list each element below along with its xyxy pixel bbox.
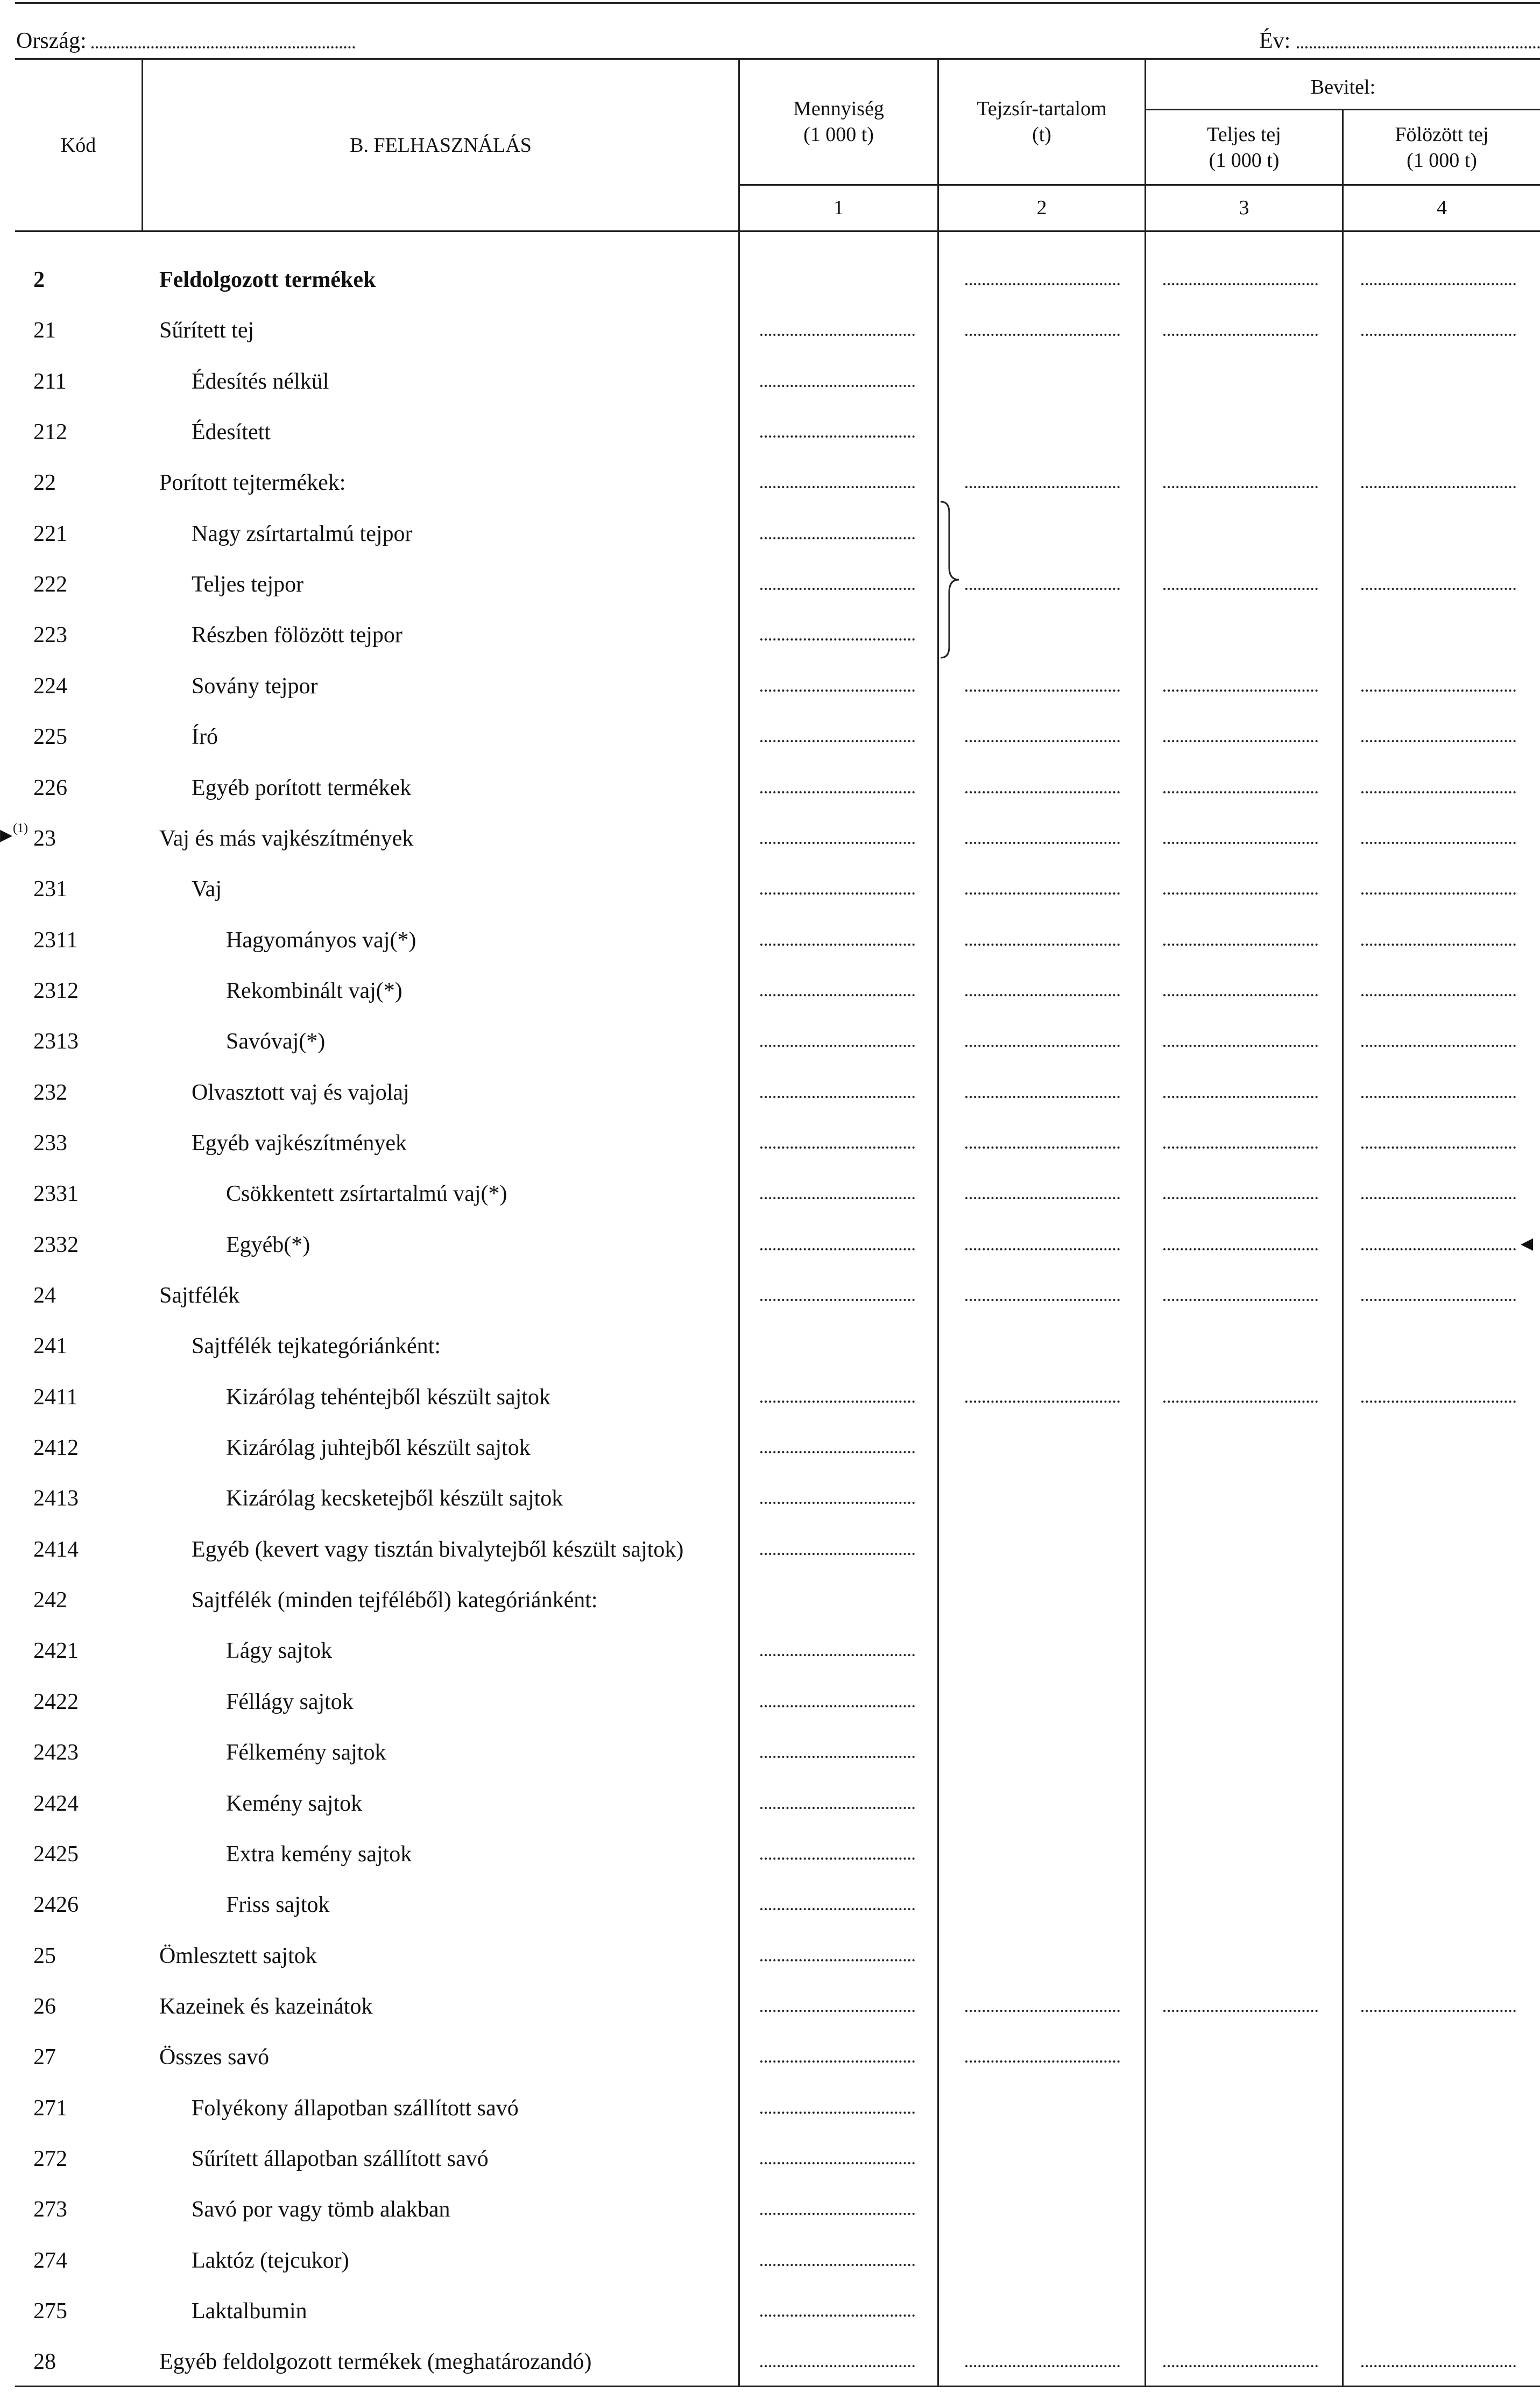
entry-field-col-1[interactable]: [760, 2112, 915, 2114]
entry-field-col-1[interactable]: [760, 1299, 915, 1301]
row-label: Összes savó: [159, 2045, 270, 2070]
entry-field-col-4[interactable]: [1361, 2010, 1516, 2012]
row-code: 2423: [33, 1740, 79, 1765]
row-label: Teljes tejpor: [192, 572, 304, 597]
entry-field-col-1[interactable]: [760, 1705, 915, 1707]
table-row: [0, 860, 1540, 911]
col-number-3: 3: [1239, 196, 1249, 219]
entry-field-col-1[interactable]: [760, 1959, 915, 1961]
year-input[interactable]: [1297, 46, 1540, 48]
entry-field-col-2[interactable]: [965, 1197, 1120, 1199]
row-code: 2331: [33, 1181, 79, 1207]
row-code: 2: [33, 268, 45, 292]
entry-field-col-2[interactable]: [965, 1096, 1120, 1098]
row-label: Laktalbumin: [192, 2299, 307, 2324]
entry-field-col-1[interactable]: [760, 1248, 915, 1250]
row-label: Kizárólag juhtejből készült sajtok: [226, 1436, 531, 1461]
table-row: [0, 810, 1540, 860]
col-header-quantity: Mennyiség (1 000 t): [793, 97, 884, 146]
entry-field-col-4[interactable]: [1361, 1197, 1516, 1199]
row-label: Egyéb (kevert vagy tisztán bivalytejből készült sajtok): [192, 1537, 684, 1562]
row-label: Nagy zsírtartalmú tejpor: [192, 521, 413, 546]
row-label: Sajtfélék (minden tejféléből) kategóriánként:: [192, 1588, 598, 1613]
entry-field-col-3[interactable]: [1163, 588, 1318, 590]
row-label: Egyéb porított termékek: [192, 775, 412, 800]
entry-field-col-3[interactable]: [1163, 1146, 1318, 1149]
table-row: [0, 1368, 1540, 1419]
entry-field-col-1[interactable]: [760, 588, 915, 590]
entry-field-col-1[interactable]: [760, 334, 915, 336]
entry-field-col-1[interactable]: [760, 2010, 915, 2012]
year-label: Év:: [1259, 29, 1291, 53]
entry-field-col-4[interactable]: [1361, 283, 1516, 285]
country-input[interactable]: [91, 46, 355, 48]
entry-field-col-2[interactable]: [965, 334, 1120, 336]
entry-field-col-4[interactable]: [1361, 944, 1516, 946]
entry-field-col-1[interactable]: [760, 1756, 915, 1758]
table-row: [0, 2130, 1540, 2180]
table-bottom-rule: [15, 2386, 1540, 2387]
entry-field-col-1[interactable]: [760, 2162, 915, 2164]
entry-field-col-1[interactable]: [760, 2213, 915, 2215]
entry-field-col-2[interactable]: [965, 944, 1120, 946]
row-code: 2425: [33, 1841, 79, 1867]
row-label: Sovány tejpor: [192, 673, 318, 699]
table-row: [0, 403, 1540, 454]
table-row: [0, 251, 1540, 301]
entry-field-col-2[interactable]: [965, 690, 1120, 692]
row-code: 225: [33, 724, 67, 750]
entry-field-col-3[interactable]: [1163, 1299, 1318, 1301]
entry-field-col-3[interactable]: [1163, 1045, 1318, 1047]
table-row: [0, 1825, 1540, 1876]
row-label: Lágy sajtok: [226, 1638, 333, 1664]
row-label: Friss sajtok: [226, 1893, 330, 1918]
entry-field-col-4[interactable]: [1361, 1096, 1516, 1098]
entry-field-col-1[interactable]: [760, 1502, 915, 1504]
row-code: 2312: [33, 978, 79, 1003]
table-row: [0, 454, 1540, 504]
entry-field-col-1[interactable]: [760, 638, 915, 641]
row-label: Extra kemény sajtok: [226, 1841, 412, 1867]
row-label: Féllágy sajtok: [226, 1689, 354, 1714]
table-row: [0, 353, 1540, 403]
col-header-code: Kód: [60, 134, 96, 157]
entry-field-col-2[interactable]: [965, 994, 1120, 996]
entry-field-col-3[interactable]: [1163, 486, 1318, 488]
entry-field-col-2[interactable]: [965, 2365, 1120, 2367]
row-label: Porított tejtermékek:: [159, 470, 346, 496]
row-label: Savóvaj(*): [226, 1029, 326, 1054]
table-row: [0, 1012, 1540, 1063]
entry-field-col-2[interactable]: [965, 791, 1120, 793]
row-code: 2426: [33, 1893, 79, 1918]
entry-field-col-3[interactable]: [1163, 1197, 1318, 1199]
table-row: [0, 1317, 1540, 1368]
table-row: [0, 2180, 1540, 2231]
entry-field-col-3[interactable]: [1163, 1401, 1318, 1403]
entry-field-col-4[interactable]: [1361, 1401, 1516, 1403]
country-label: Ország:: [16, 29, 87, 53]
row-label: Csökkentett zsírtartalmú vaj(*): [226, 1181, 507, 1207]
row-code: 2313: [33, 1029, 79, 1054]
header-bottom-rule: [15, 230, 1540, 232]
entry-field-col-3[interactable]: [1163, 1096, 1318, 1098]
col-header-input: Bevitel:: [1310, 76, 1376, 99]
table-row: [0, 759, 1540, 810]
row-label: Hagyományos vaj(*): [226, 927, 416, 953]
row-code: 2422: [33, 1689, 79, 1714]
table-row: [0, 505, 1540, 555]
row-label: Vaj és más vajkészítmények: [159, 826, 414, 851]
row-label: Egyéb feldolgozott termékek (meghatározandó): [159, 2349, 592, 2375]
row-code: 2412: [33, 1436, 79, 1461]
entry-field-col-2[interactable]: [965, 2010, 1120, 2012]
row-code: 232: [33, 1080, 67, 1105]
table-row: [0, 2232, 1540, 2282]
table-row: [0, 1927, 1540, 1978]
row-code: 24: [33, 1283, 56, 1308]
entry-field-col-4[interactable]: [1361, 842, 1516, 844]
entry-field-col-4[interactable]: [1361, 1045, 1516, 1047]
table-row: [0, 1723, 1540, 1774]
row-code: 211: [33, 369, 67, 394]
col-number-1: 1: [833, 196, 844, 219]
entry-field-col-2[interactable]: [965, 1401, 1120, 1403]
entry-field-col-1[interactable]: [760, 1096, 915, 1098]
row-label: Kizárólag tehéntejből készült sajtok: [226, 1384, 550, 1410]
entry-field-col-1[interactable]: [760, 892, 915, 895]
entry-field-col-3[interactable]: [1163, 283, 1318, 285]
entry-field-col-1[interactable]: [760, 791, 915, 793]
entry-field-col-3[interactable]: [1163, 791, 1318, 793]
entry-field-col-3[interactable]: [1163, 944, 1318, 946]
entry-field-col-2[interactable]: [965, 1146, 1120, 1149]
entry-field-col-1[interactable]: [760, 994, 915, 996]
entry-field-col-4[interactable]: [1361, 588, 1516, 590]
row-label: Édesítés nélkül: [192, 369, 329, 394]
entry-field-col-4[interactable]: [1361, 690, 1516, 692]
entry-field-col-3[interactable]: [1163, 334, 1318, 336]
row-label: Kemény sajtok: [226, 1791, 363, 1816]
revision-marker-end-icon: ◀: [1521, 1234, 1534, 1253]
table-row: [0, 1775, 1540, 1825]
table-row: [0, 2333, 1540, 2383]
row-code: 212: [33, 420, 67, 445]
colnum-rule: [738, 184, 1540, 186]
table-row: [0, 1876, 1540, 1926]
table-row: [0, 301, 1540, 352]
entry-field-col-1[interactable]: [760, 1146, 915, 1149]
entry-field-col-2[interactable]: [965, 740, 1120, 742]
row-label: Savó por vagy tömb alakban: [192, 2197, 450, 2222]
entry-field-col-1[interactable]: [760, 2264, 915, 2266]
entry-field-col-4[interactable]: [1361, 892, 1516, 895]
entry-field-col-1[interactable]: [760, 842, 915, 844]
row-label: Rekombinált vaj(*): [226, 978, 402, 1003]
row-label: Egyéb vajkészítmények: [192, 1130, 407, 1156]
footnote-marker: (1): [13, 821, 28, 835]
row-label: Sajtfélék tejkategóriánként:: [192, 1334, 441, 1359]
col-number-4: 4: [1437, 196, 1447, 219]
table-row: [0, 606, 1540, 657]
entry-field-col-2[interactable]: [965, 486, 1120, 488]
col-header-usage: B. FELHASZNÁLÁS: [350, 134, 532, 157]
entry-field-col-1[interactable]: [760, 1654, 915, 1656]
col-number-2: 2: [1036, 196, 1047, 219]
entry-field-col-4[interactable]: [1361, 486, 1516, 488]
row-code: 272: [33, 2146, 67, 2171]
row-label: Vaj: [192, 877, 222, 902]
table-row: [0, 1267, 1540, 1317]
row-code: 25: [33, 1943, 56, 1968]
table-row: [0, 2079, 1540, 2130]
row-code: 222: [33, 572, 67, 597]
row-code: 231: [33, 877, 67, 902]
entry-field-col-2[interactable]: [965, 588, 1120, 590]
entry-field-col-3[interactable]: [1163, 690, 1318, 692]
entry-field-col-3[interactable]: [1163, 892, 1318, 895]
entry-field-col-3[interactable]: [1163, 2010, 1318, 2012]
entry-field-col-4[interactable]: [1361, 994, 1516, 996]
table-row: [0, 1571, 1540, 1622]
entry-field-col-2[interactable]: [965, 283, 1120, 285]
table-row: [0, 1216, 1540, 1267]
entry-field-col-2[interactable]: [965, 892, 1120, 895]
entry-field-col-1[interactable]: [760, 537, 915, 539]
row-label: Félkemény sajtok: [226, 1740, 386, 1765]
row-code: 28: [33, 2349, 56, 2375]
row-label: Író: [192, 724, 218, 750]
entry-field-col-1[interactable]: [760, 690, 915, 692]
entry-field-col-4[interactable]: [1361, 791, 1516, 793]
row-label: Laktóz (tejcukor): [192, 2248, 349, 2273]
row-code: 221: [33, 521, 67, 546]
entry-field-col-4[interactable]: [1361, 334, 1516, 336]
entry-field-col-1[interactable]: [760, 740, 915, 742]
entry-field-col-4[interactable]: [1361, 2365, 1516, 2367]
entry-field-col-1[interactable]: [760, 1197, 915, 1199]
row-label: Kizárólag kecsketejből készült sajtok: [226, 1486, 563, 1511]
row-code: 22: [33, 470, 56, 496]
entry-field-col-1[interactable]: [760, 2314, 915, 2317]
row-label: Kazeinek és kazeinátok: [159, 1994, 373, 2019]
row-label: Sűrített állapotban szállított savó: [192, 2146, 489, 2171]
entry-field-col-3[interactable]: [1163, 842, 1318, 844]
entry-field-col-4[interactable]: [1361, 1248, 1516, 1250]
table-row: [0, 1419, 1540, 1469]
entry-field-col-2[interactable]: [965, 842, 1120, 844]
row-label: Egyéb(*): [226, 1232, 310, 1257]
table-row: [0, 1165, 1540, 1215]
entry-field-col-3[interactable]: [1163, 1248, 1318, 1250]
row-label: Feldolgozott termékek: [159, 268, 376, 292]
entry-field-col-1[interactable]: [760, 1858, 915, 1860]
row-label: Sajtfélék: [159, 1283, 240, 1308]
table-row: [0, 2028, 1540, 2079]
row-code: 23: [33, 826, 56, 851]
row-code: 275: [33, 2299, 67, 2324]
table-row: [0, 1978, 1540, 2028]
entry-field-col-3[interactable]: [1163, 740, 1318, 742]
row-code: 226: [33, 775, 67, 800]
row-label: Részben fölözött tejpor: [192, 623, 402, 648]
table-row: [0, 1521, 1540, 1571]
entry-field-col-1[interactable]: [760, 1045, 915, 1047]
row-code: 2311: [33, 927, 78, 953]
table-row: [0, 1064, 1540, 1114]
row-code: 2332: [33, 1232, 79, 1257]
entry-field-col-4[interactable]: [1361, 740, 1516, 742]
entry-field-col-1[interactable]: [760, 1908, 915, 1910]
entry-field-col-2[interactable]: [965, 1299, 1120, 1301]
table-row: [0, 911, 1540, 962]
row-code: 233: [33, 1130, 67, 1156]
row-code: 271: [33, 2095, 67, 2121]
entry-field-col-1[interactable]: [760, 2365, 915, 2367]
table-row: [0, 1469, 1540, 1520]
table-row: [0, 2282, 1540, 2333]
row-label: Ömlesztett sajtok: [159, 1943, 317, 1968]
row-code: 223: [33, 623, 67, 648]
table-row: [0, 555, 1540, 606]
entry-field-col-1[interactable]: [760, 1401, 915, 1403]
row-code: 2424: [33, 1791, 79, 1816]
table-row: [0, 1622, 1540, 1672]
row-code: 224: [33, 673, 67, 699]
entry-field-col-1[interactable]: [760, 435, 915, 438]
row-code: 27: [33, 2045, 56, 2070]
row-code: 241: [33, 1334, 67, 1359]
row-code: 2411: [33, 1384, 78, 1410]
table-row: [0, 962, 1540, 1012]
row-label: Olvasztott vaj és vajolaj: [192, 1080, 409, 1105]
col-header-skimmed-milk: Fölözött tej (1 000 t): [1395, 123, 1489, 172]
entry-field-col-1[interactable]: [760, 2060, 915, 2063]
table-row: [0, 1114, 1540, 1165]
row-code: 2413: [33, 1486, 79, 1511]
entry-field-col-1[interactable]: [760, 944, 915, 946]
row-code: 273: [33, 2197, 67, 2222]
row-code: 26: [33, 1994, 56, 2019]
entry-field-col-2[interactable]: [965, 1248, 1120, 1250]
entry-field-col-1[interactable]: [760, 1553, 915, 1555]
row-label: Folyékony állapotban szállított savó: [192, 2095, 519, 2121]
entry-field-col-3[interactable]: [1163, 2365, 1318, 2367]
row-code: 274: [33, 2248, 67, 2273]
row-label: Édesített: [192, 420, 271, 445]
table-row: [0, 657, 1540, 708]
entry-field-col-1[interactable]: [760, 486, 915, 488]
entry-field-col-1[interactable]: [760, 1807, 915, 1809]
col-header-whole-milk: Teljes tej (1 000 t): [1207, 123, 1281, 172]
row-code: 2421: [33, 1638, 79, 1664]
entry-field-col-4[interactable]: [1361, 1299, 1516, 1301]
row-label: Sűrített tej: [159, 318, 255, 343]
entry-field-col-4[interactable]: [1361, 1146, 1516, 1149]
top-rule: [15, 2, 1540, 4]
row-code: 21: [33, 318, 56, 343]
col-header-cream: Tejzsír-tartalom (t): [977, 97, 1107, 146]
row-code: 2414: [33, 1537, 79, 1562]
entry-field-col-1[interactable]: [760, 1451, 915, 1453]
entry-field-col-3[interactable]: [1163, 994, 1318, 996]
entry-field-col-2[interactable]: [965, 1045, 1120, 1047]
revision-marker-icon: ▶: [0, 826, 13, 844]
entry-field-col-2[interactable]: [965, 2060, 1120, 2063]
row-code: 242: [33, 1588, 67, 1613]
table-row: [0, 1673, 1540, 1723]
entry-field-col-1[interactable]: [760, 385, 915, 387]
table-row: [0, 708, 1540, 758]
header-top-rule: [15, 58, 1540, 60]
